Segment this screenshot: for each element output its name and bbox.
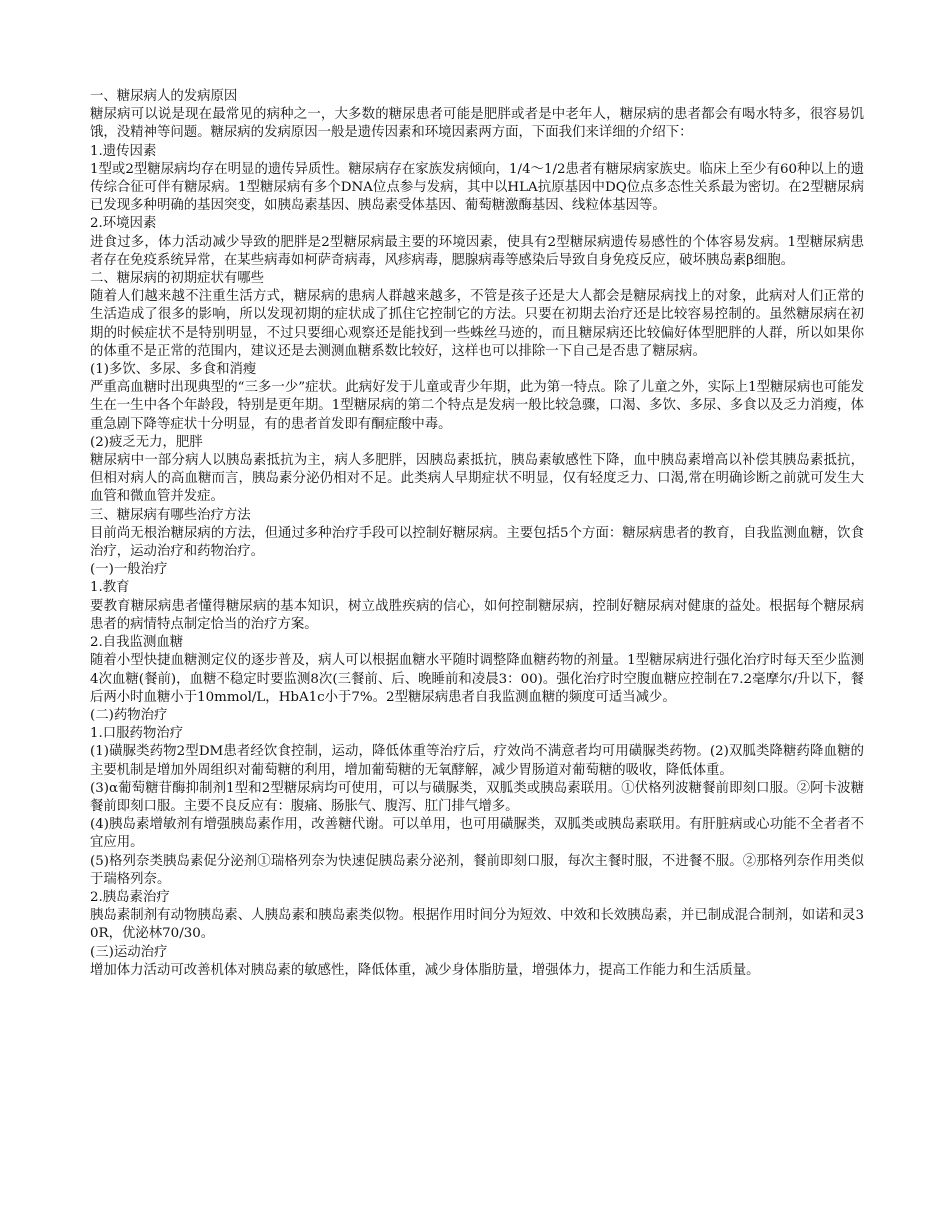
section-heading: 三、糖尿病有哪些治疗方法 [90,507,251,523]
paragraph: 胰岛素制剂有动物胰岛素、人胰岛素和胰岛素类似物。根据作用时间分为短效、中效和长效胰岛素，并已制成混合制剂，如诺和灵30R，优泌林70/30。 [90,908,864,942]
paragraph: 增加体力活动可改善机体对胰岛素的敏感性，降低体重，减少身体脂肪量，增强体力，提高工作能力和生活质量。 [90,962,760,978]
subheading: 1.遗传因素 [90,143,157,159]
paragraph: 目前尚无根治糖尿病的方法，但通过多种治疗手段可以控制好糖尿病。主要包括5个方面：糖尿病患者的教育，自我监测血糖，饮食治疗，运动治疗和药物治疗。 [90,525,864,560]
paragraph: 糖尿病可以说是现在最常见的病种之一，大多数的糖尿患者可能是肥胖或者是中老年人，糖尿病的患者都会有喝水特多，很容易饥饿，没精神等问题。糖尿病的发病原因一般是遗传因素和环境因素两方面，下面我们来详细的介绍下： [90,107,864,141]
paragraph: 糖尿病中一部分病人以胰岛素抵抗为主，病人多肥胖，因胰岛素抵抗，胰岛素敏感性下降，血中胰岛素增高以补偿其胰岛素抵抗，但相对病人的高血糖而言，胰岛素分泌仍相对不足。此类病人早期症状不明显，仅有轻度乏力、口渴,常在明确诊断之前就可发生大血管和微血管并发症。 [90,453,864,505]
paragraph: (4)胰岛素增敏剂有增强胰岛素作用，改善糖代谢。可以单用，也可用磺脲类，双胍类或胰岛素联用。有肝脏病或心功能不全者者不宜应用。 [90,817,864,851]
section-heading: 一、糖尿病人的发病原因 [90,89,238,104]
subheading: (一)一般治疗 [90,562,168,578]
subheading: 2.自我监测血糖 [90,635,184,651]
section-heading: 二、糖尿病的初期症状有哪些 [90,271,265,287]
paragraph: (1)磺脲类药物2型DM患者经饮食控制，运动，降低体重等治疗后，疗效尚不满意者均可用磺脲类药物。(2)双胍类降糖药降血糖的主要机制是增加外周组织对葡萄糖的利用，增加葡萄糖的无氧酵解，减少胃肠道对葡萄糖的吸收，降低体重。 [90,744,864,778]
paragraph: (5)格列奈类胰岛素促分泌剂①瑞格列奈为快速促胰岛素分泌剂，餐前即刻口服，每次主餐时服，不进餐不服。②那格列奈作用类似于瑞格列奈。 [90,853,864,887]
paragraph: 严重高血糖时出现典型的“三多一少”症状。此病好发于儿童或青少年期，此为第一特点。除了儿童之外，实际上1型糖尿病也可能发生在一生中各个年龄段，特别是更年期。1型糖尿病的第二个特点是发病一般比较急骤，口渴、多饮、多尿、多食以及乏力消瘦，体重急剧下降等症状十分明显，有的患者首发即有酮症酸中毒。 [90,380,864,432]
subheading: 2.胰岛素治疗 [90,889,170,905]
paragraph: 要教育糖尿病患者懂得糖尿病的基本知识，树立战胜疾病的信心，如何控制糖尿病，控制好糖尿病对健康的益处。根据每个糖尿病患者的病情特点制定恰当的治疗方案。 [90,598,864,632]
subheading: (1)多饮、多尿、多食和消瘦 [90,362,257,378]
document-body [90,88,864,980]
paragraph: (3)α葡萄糖苷酶抑制剂1型和2型糖尿病均可使用，可以与磺脲类，双胍类或胰岛素联用。①伏格列波糖餐前即刻口服。②阿卡波糖餐前即刻口服。主要不良反应有：腹痛、肠胀气、腹泻、肛门排气增多。 [90,780,864,814]
subheading: (2)疲乏无力，肥胖 [90,434,203,450]
paragraph: 随着人们越来越不注重生活方式，糖尿病的患病人群越来越多，不管是孩子还是大人都会是糖尿病找上的对象，此病对人们正常的生活造成了很多的影响，所以发现初期的症状成了抓住它控制它的方法。只要在初期去治疗还是比较容易控制的。虽然糖尿病在初期的时候症状不是特别明显，不过只要细心观察还是能找到一些蛛丝马迹的，而且糖尿病还比较偏好体型肥胖的人群，所以如果你的体重不是正常的范围内，建议还是去测测血糖系数比较好，这样也可以排除一下自己是否患了糖尿病。 [90,289,864,359]
subheading: 2.环境因素 [90,216,157,232]
paragraph: 1型或2型糖尿病均存在明显的遗传异质性。糖尿病存在家族发病倾向，1/4～1/2患者有糖尿病家族史。临床上至少有60种以上的遗传综合征可伴有糖尿病。1型糖尿病有多个DNA位点参与发病，其中以HLA抗原基因中DQ位点多态性关系最为密切。在2型糖尿病已发现多种明确的基因突变，如胰岛素基因、胰岛素受体基因、葡萄糖激酶基因、线粒体基因等。 [90,161,864,214]
subheading: (三)运动治疗 [90,944,168,960]
paragraph: 进食过多，体力活动减少导致的肥胖是2型糖尿病最主要的环境因素，使具有2型糖尿病遗传易感性的个体容易发病。1型糖尿病患者存在免疫系统异常，在某些病毒如柯萨奇病毒，风疹病毒，腮腺病毒等感染后导致自身免疫反应，破坏胰岛素β细胞。 [90,234,864,268]
subheading: 1.教育 [90,580,130,596]
subheading: (二)药物治疗 [90,707,168,723]
subheading: 1.口服药物治疗 [90,726,184,742]
paragraph: 随着小型快捷血糖测定仪的逐步普及，病人可以根据血糖水平随时调整降血糖药物的剂量。1型糖尿病进行强化治疗时每天至少监测4次血糖(餐前)，血糖不稳定时要监测8次(三餐前、后、晚睡前和凌晨3：00)。强化治疗时空腹血糖应控制在7.2毫摩尔/升以下，餐后两小时血糖小于10mmol/L，HbA1c小于7%。2型糖尿病患者自我监测血糖的频度可适当减少。 [90,653,864,705]
